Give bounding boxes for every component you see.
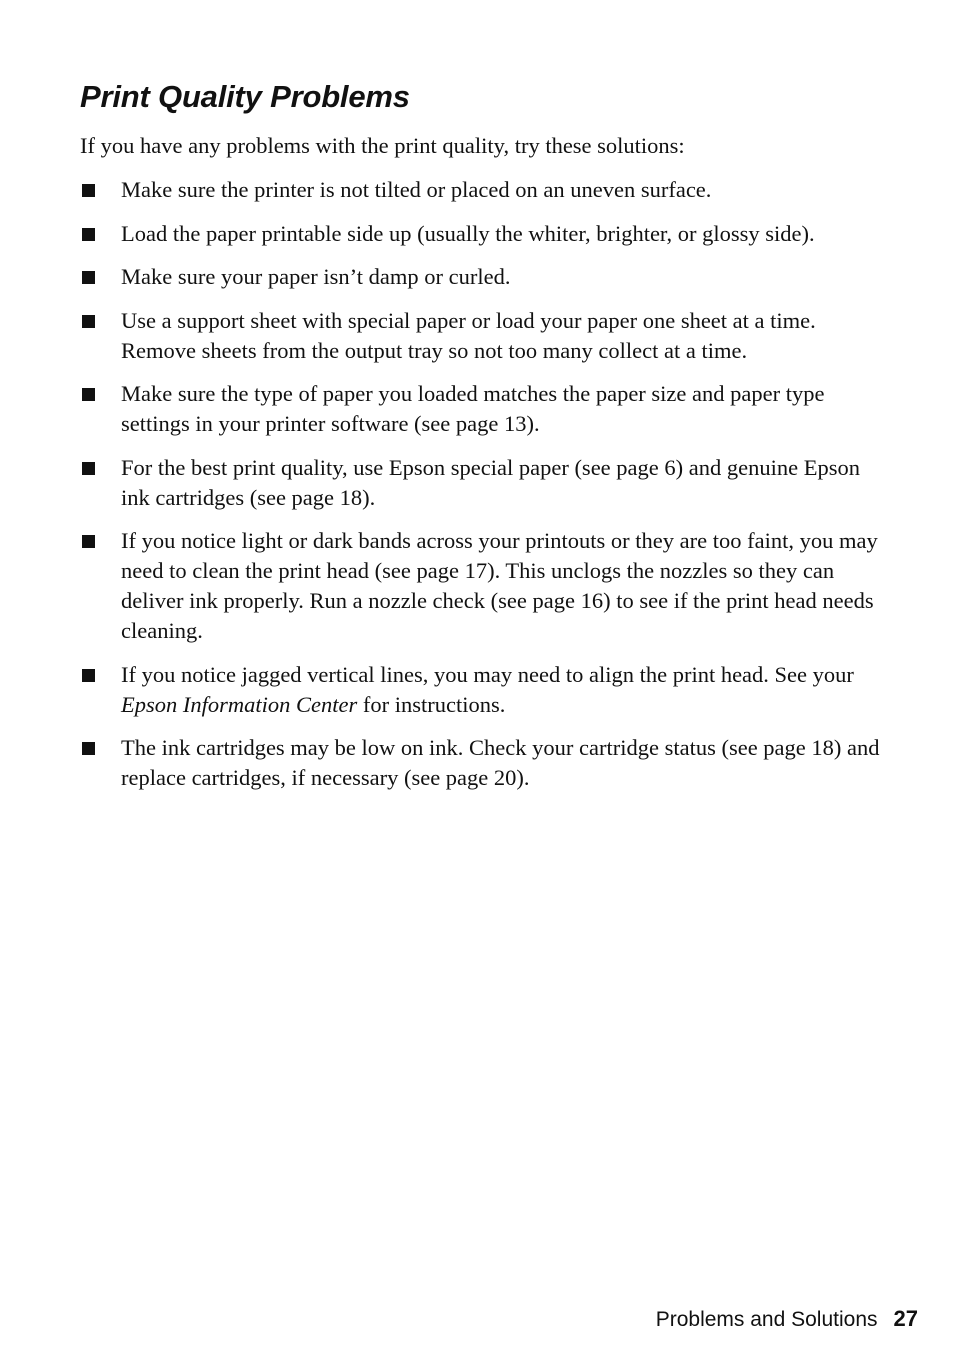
square-bullet-icon <box>82 462 95 475</box>
list-item <box>80 175 880 205</box>
square-bullet-icon <box>82 388 95 401</box>
list-item-text: Make sure the printer is not tilted or placed on an uneven surface. <box>121 177 712 202</box>
intro-text: If you have any problems with the print quality, try these solutions: <box>80 133 685 158</box>
square-bullet-icon <box>82 184 95 197</box>
list-item <box>80 453 880 513</box>
list-item <box>80 379 880 439</box>
list-item <box>80 306 880 366</box>
list-item <box>80 660 880 720</box>
list-item-text: For the best print quality, use Epson special paper (see page 6) and genuine Epson ink cartridges (see page 18). <box>121 454 860 510</box>
square-bullet-icon <box>82 315 95 328</box>
list-item-text <box>121 662 854 717</box>
list-item-text: Load the paper printable side up (usually the whiter, brighter, or glossy side). <box>121 220 815 246</box>
list-item <box>80 733 880 793</box>
solutions-list <box>80 175 880 807</box>
list-item-text: Make sure the type of paper you loaded matches the paper size and paper type settings in your printer software (see page 13). <box>121 381 825 436</box>
page-footer <box>656 1303 918 1336</box>
list-item-text-lead: If you notice jagged vertical lines, you may need to align the print head. See your <box>121 661 854 687</box>
square-bullet-icon <box>82 228 95 241</box>
list-item-text: Make sure your paper isn’t damp or curled. <box>121 264 511 289</box>
page-title: Print Quality Problems <box>80 79 410 114</box>
list-item <box>80 526 880 646</box>
square-bullet-icon <box>82 669 95 682</box>
square-bullet-icon <box>82 535 95 548</box>
square-bullet-icon <box>82 742 95 755</box>
list-item <box>80 219 880 249</box>
page-number: 27 <box>893 1306 918 1331</box>
list-item-text: If you notice light or dark bands across your printouts or they are too faint, you may need to clean the print head (see page 17). This unclogs the nozzles so they can deliver ink properly. Run a nozzle check (see page 16) to see if the print head needs cleaning. <box>121 528 878 643</box>
footer-section-title: Problems and Solutions <box>655 1308 878 1331</box>
list-item-text: Use a support sheet with special paper or load your paper one sheet at a time. Remove sheets from the output tray so not too many collect at a time. <box>121 307 816 363</box>
list-item <box>80 262 880 292</box>
list-item-text: The ink cartridges may be low on ink. Check your cartridge status (see page 18) and replace cartridges, if necessary (see page 20). <box>121 735 880 790</box>
square-bullet-icon <box>82 271 95 284</box>
epson-information-center-reference: Epson Information Center <box>121 691 358 717</box>
list-item-text-tail: for instructions. <box>357 691 506 717</box>
